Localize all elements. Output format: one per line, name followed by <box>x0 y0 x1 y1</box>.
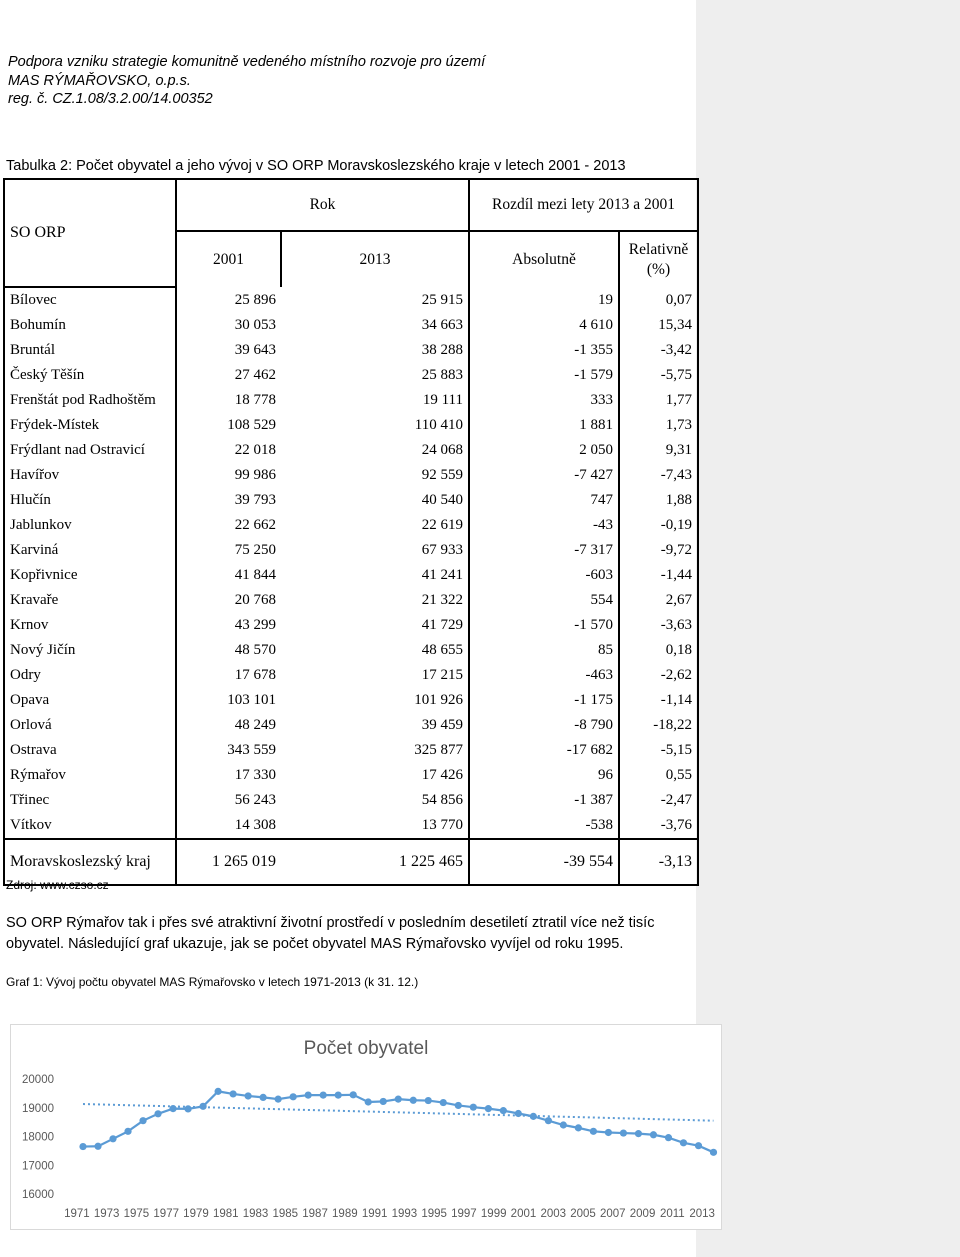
data-point <box>425 1097 432 1104</box>
header-relativne <box>619 231 698 287</box>
x-tick-label: 1993 <box>391 1208 418 1220</box>
trend-line <box>83 1104 713 1121</box>
data-point <box>154 1110 161 1117</box>
cell-2013: 67 933 <box>281 538 469 563</box>
data-point <box>199 1103 206 1110</box>
x-tick-label: 1985 <box>272 1208 299 1220</box>
cell-relativne: -9,72 <box>619 538 698 563</box>
cell-2013: 92 559 <box>281 463 469 488</box>
cell-name: Bílovec <box>4 287 176 313</box>
cell-relativne: -2,47 <box>619 788 698 813</box>
source-note: Zdroj: www.czso.cz <box>6 878 109 892</box>
data-point <box>635 1130 642 1137</box>
table-caption: Tabulka 2: Počet obyvatel a jeho vývoj v SO ORP Moravskoslezského kraje v letech 2001 - 2013 <box>6 158 626 174</box>
data-point <box>215 1088 222 1095</box>
cell-absolutne: 1 881 <box>469 413 619 438</box>
x-tick-label: 2005 <box>570 1208 596 1220</box>
cell-absolutne: -1 355 <box>469 338 619 363</box>
data-point <box>275 1096 282 1103</box>
data-point <box>575 1124 582 1131</box>
cell-absolutne: -1 579 <box>469 363 619 388</box>
cell-2013: 22 619 <box>281 513 469 538</box>
cell-2013: 24 068 <box>281 438 469 463</box>
cell-name: Hlučín <box>4 488 176 513</box>
cell-2001: 103 101 <box>227 692 276 708</box>
data-point <box>124 1128 131 1135</box>
data-point <box>109 1135 116 1142</box>
cell-2001: 22 018 <box>234 442 276 458</box>
cell-relativne: -18,22 <box>619 713 698 738</box>
cell-2001: 41 844 <box>234 567 276 583</box>
cell-name: Český Těšín <box>4 363 176 388</box>
header-absolutne: Absolutně <box>469 231 619 287</box>
y-tick-label: 19000 <box>22 1102 54 1115</box>
cell-2001: 14 308 <box>234 817 276 833</box>
data-point <box>395 1096 402 1103</box>
data-point <box>139 1117 146 1124</box>
data-point <box>650 1131 657 1138</box>
data-point <box>290 1093 297 1100</box>
table-row <box>4 788 698 813</box>
data-point <box>500 1107 507 1114</box>
x-tick-label: 1997 <box>451 1208 477 1220</box>
table-row <box>4 738 698 763</box>
header-relativne-line1: Relativně <box>628 240 689 258</box>
data-point <box>605 1129 612 1136</box>
cell-absolutne: -8 790 <box>469 713 619 738</box>
x-tick-label: 1971 <box>64 1208 90 1220</box>
table-row <box>4 638 698 663</box>
table-row <box>4 313 698 338</box>
cell-relativne: -1,44 <box>619 563 698 588</box>
y-tick-label: 20000 <box>22 1074 54 1086</box>
data-point <box>380 1098 387 1105</box>
x-tick-label: 2007 <box>599 1208 626 1220</box>
data-point <box>440 1099 447 1106</box>
total-2013: 1 225 465 <box>281 839 469 885</box>
cell-2001: 20 768 <box>234 592 276 608</box>
cell-relativne: 0,07 <box>619 287 698 313</box>
cell-absolutne: -1 387 <box>469 788 619 813</box>
cell-name: Kravaře <box>4 588 176 613</box>
cell-2001: 18 778 <box>234 392 276 408</box>
header-rozdil: Rozdíl mezi lety 2013 a 2001 <box>469 179 698 231</box>
data-point <box>410 1097 417 1104</box>
x-tick-label: 2011 <box>659 1208 685 1220</box>
cell-absolutne: -1 175 <box>469 688 619 713</box>
cell-absolutne: -603 <box>469 563 619 588</box>
chart-title: Počet obyvatel <box>303 1038 429 1059</box>
cell-2013: 54 856 <box>281 788 469 813</box>
x-tick-label: 1987 <box>302 1208 328 1220</box>
cell-name: Odry <box>4 663 176 688</box>
total-2001: 1 265 019 <box>176 839 281 885</box>
cell-relativne: -3,76 <box>619 813 698 839</box>
cell-name: Kopřivnice <box>4 563 176 588</box>
header-so-orp: SO ORP <box>4 179 176 287</box>
cell-name: Ostrava <box>4 738 176 763</box>
data-point <box>470 1104 477 1111</box>
header-line-3: reg. č. CZ.1.08/3.2.00/14.00352 <box>8 91 213 107</box>
header-line-2: MAS RÝMAŘOVSKO, o.p.s. <box>8 72 191 89</box>
y-tick-label: 16000 <box>22 1189 54 1201</box>
cell-absolutne: 85 <box>469 638 619 663</box>
data-point <box>184 1105 191 1112</box>
cell-relativne: 9,31 <box>619 438 698 463</box>
table-row <box>4 488 698 513</box>
cell-name: Frenštát pod Radhoštěm <box>4 388 176 413</box>
cell-absolutne: -7 427 <box>469 463 619 488</box>
cell-2013: 25 883 <box>281 363 469 388</box>
cell-2001: 17 678 <box>234 667 276 683</box>
y-tick-label: 17000 <box>22 1160 54 1173</box>
table-row <box>4 463 698 488</box>
data-point <box>230 1090 237 1097</box>
cell-2001: 56 243 <box>234 792 276 808</box>
cell-relativne: -3,42 <box>619 338 698 363</box>
cell-absolutne: 96 <box>469 763 619 788</box>
cell-2013: 17 426 <box>281 763 469 788</box>
cell-2001: 17 330 <box>234 767 276 783</box>
table-row <box>4 763 698 788</box>
cell-2001: 43 299 <box>234 617 276 633</box>
data-point <box>94 1143 101 1150</box>
cell-name: Třinec <box>4 788 176 813</box>
document-header <box>8 53 485 109</box>
cell-2001: 48 570 <box>234 642 276 658</box>
cell-2001: 30 053 <box>234 317 276 333</box>
body-paragraph: SO ORP Rýmařov tak i přes své atraktivní životní prostředí v posledním desetiletí ztratil více než tisíc obyvatel. Následující graf ukazuje, jak se počet obyvatel MAS Rýmařovsko vyvíjel od roku 1995. <box>6 915 655 952</box>
x-tick-label: 1989 <box>332 1208 358 1220</box>
x-tick-label: 2013 <box>689 1208 715 1220</box>
cell-absolutne: 4 610 <box>469 313 619 338</box>
cell-relativne: -7,43 <box>619 463 698 488</box>
cell-2001: 343 559 <box>227 742 276 758</box>
cell-relativne: 0,18 <box>619 638 698 663</box>
cell-2013: 38 288 <box>281 338 469 363</box>
table-row <box>4 588 698 613</box>
data-point <box>365 1098 372 1105</box>
cell-relativne: 1,73 <box>619 413 698 438</box>
table-row <box>4 663 698 688</box>
header-2001: 2001 <box>176 231 281 287</box>
data-point <box>169 1105 176 1112</box>
table-row <box>4 688 698 713</box>
total-absolutne: -39 554 <box>469 839 619 885</box>
data-point <box>260 1094 267 1101</box>
cell-relativne: 1,77 <box>619 388 698 413</box>
cell-2013: 34 663 <box>281 313 469 338</box>
cell-relativne: -1,14 <box>619 688 698 713</box>
cell-name: Frýdlant nad Ostravicí <box>4 438 176 463</box>
cell-name: Rýmařov <box>4 763 176 788</box>
table-body <box>4 287 698 885</box>
header-2013: 2013 <box>281 231 469 287</box>
data-point <box>485 1105 492 1112</box>
cell-2013: 48 655 <box>281 638 469 663</box>
cell-2013: 19 111 <box>281 388 469 413</box>
cell-relativne: -3,63 <box>619 613 698 638</box>
cell-2001: 108 529 <box>227 417 276 433</box>
header-line-1: Podpora vzniku strategie komunitně vedeného místního rozvoje pro území <box>8 54 486 70</box>
table-row <box>4 388 698 413</box>
cell-name: Jablunkov <box>4 513 176 538</box>
cell-absolutne: 333 <box>469 388 619 413</box>
data-point <box>665 1134 672 1141</box>
data-point <box>245 1092 252 1099</box>
x-tick-label: 1999 <box>480 1208 507 1220</box>
cell-2013: 39 459 <box>281 713 469 738</box>
cell-absolutne: 2 050 <box>469 438 619 463</box>
cell-relativne: -5,75 <box>619 363 698 388</box>
cell-relativne: 1,88 <box>619 488 698 513</box>
cell-absolutne: 554 <box>469 588 619 613</box>
cell-absolutne: -538 <box>469 813 619 839</box>
table-row <box>4 438 698 463</box>
cell-relativne: 15,34 <box>619 313 698 338</box>
x-tick-label: 1983 <box>242 1208 269 1220</box>
x-tick-label: 1981 <box>212 1208 239 1220</box>
header-relativne-line2: (%) <box>646 260 671 278</box>
data-point <box>305 1092 312 1099</box>
x-tick-label: 1973 <box>93 1208 120 1220</box>
cell-2013: 110 410 <box>281 413 469 438</box>
cell-absolutne: -7 317 <box>469 538 619 563</box>
data-point <box>695 1142 702 1149</box>
table-row <box>4 363 698 388</box>
population-table <box>3 178 699 886</box>
cell-absolutne: -1 570 <box>469 613 619 638</box>
cell-2001: 25 896 <box>234 291 276 308</box>
data-point <box>680 1139 687 1146</box>
cell-relativne: 0,55 <box>619 763 698 788</box>
cell-absolutne: -43 <box>469 513 619 538</box>
x-tick-label: 1977 <box>153 1208 180 1220</box>
table-row <box>4 563 698 588</box>
table-row <box>4 413 698 438</box>
cell-2013: 40 540 <box>281 488 469 513</box>
x-tick-label: 1995 <box>421 1208 447 1220</box>
table-row <box>4 713 698 738</box>
cell-name: Opava <box>4 688 176 713</box>
population-chart <box>10 1024 722 1230</box>
cell-name: Krnov <box>4 613 176 638</box>
cell-name: Karviná <box>4 538 176 563</box>
cell-name: Havířov <box>4 463 176 488</box>
x-tick-label: 2001 <box>510 1208 537 1220</box>
cell-2013: 101 926 <box>281 688 469 713</box>
cell-2013: 41 729 <box>281 613 469 638</box>
cell-absolutne: 19 <box>469 287 619 313</box>
cell-2001: 22 662 <box>234 517 276 533</box>
data-point <box>350 1091 357 1098</box>
x-tick-label: 1991 <box>361 1208 388 1220</box>
cell-absolutne: -463 <box>469 663 619 688</box>
cell-relativne: 2,67 <box>619 588 698 613</box>
data-point <box>590 1128 597 1135</box>
graph-caption: Graf 1: Vývoj počtu obyvatel MAS Rýmařovsko v letech 1971-2013 (k 31. 12.) <box>6 975 419 989</box>
cell-2001: 39 643 <box>234 342 276 358</box>
data-point <box>620 1129 627 1136</box>
table-row <box>4 338 698 363</box>
cell-2013: 21 322 <box>281 588 469 613</box>
x-tick-label: 1979 <box>183 1208 209 1220</box>
cell-2013: 325 877 <box>281 738 469 763</box>
data-point <box>455 1102 462 1109</box>
table-row <box>4 538 698 563</box>
cell-relativne: -5,15 <box>619 738 698 763</box>
x-tick-label: 2003 <box>540 1208 567 1220</box>
cell-2013: 25 915 <box>281 287 469 313</box>
data-point <box>515 1110 522 1117</box>
cell-absolutne: 747 <box>469 488 619 513</box>
data-point <box>710 1149 717 1156</box>
cell-relativne: -0,19 <box>619 513 698 538</box>
x-tick-label: 2009 <box>629 1208 656 1220</box>
cell-name: Bruntál <box>4 338 176 363</box>
cell-name: Bohumín <box>4 313 176 338</box>
cell-2001: 27 462 <box>234 367 276 383</box>
data-point <box>335 1092 342 1099</box>
cell-2001: 48 249 <box>234 717 276 733</box>
cell-absolutne: -17 682 <box>469 738 619 763</box>
table-row <box>4 813 698 839</box>
total-relativne: -3,13 <box>619 839 698 885</box>
cell-2013: 41 241 <box>281 563 469 588</box>
cell-2001: 99 986 <box>234 467 276 483</box>
cell-relativne: -2,62 <box>619 663 698 688</box>
x-tick-label: 1975 <box>123 1208 150 1220</box>
cell-2001: 39 793 <box>234 492 276 508</box>
side-panel <box>696 0 960 1257</box>
cell-2013: 13 770 <box>281 813 469 839</box>
total-name: Moravskoslezský kraj <box>4 839 176 885</box>
cell-name: Nový Jičín <box>4 638 176 663</box>
cell-2013: 17 215 <box>281 663 469 688</box>
y-tick-label: 18000 <box>22 1131 54 1144</box>
cell-name: Frýdek-Místek <box>4 413 176 438</box>
header-rok: Rok <box>176 179 469 231</box>
data-point <box>545 1117 552 1124</box>
table-row <box>4 613 698 638</box>
data-point <box>560 1121 567 1128</box>
data-point <box>530 1113 537 1120</box>
table-row <box>4 513 698 538</box>
cell-2001: 75 250 <box>234 542 276 558</box>
table-row <box>4 287 698 313</box>
cell-name: Orlová <box>4 713 176 738</box>
data-point <box>79 1143 86 1150</box>
cell-name: Vítkov <box>4 813 176 839</box>
data-point <box>320 1092 327 1099</box>
